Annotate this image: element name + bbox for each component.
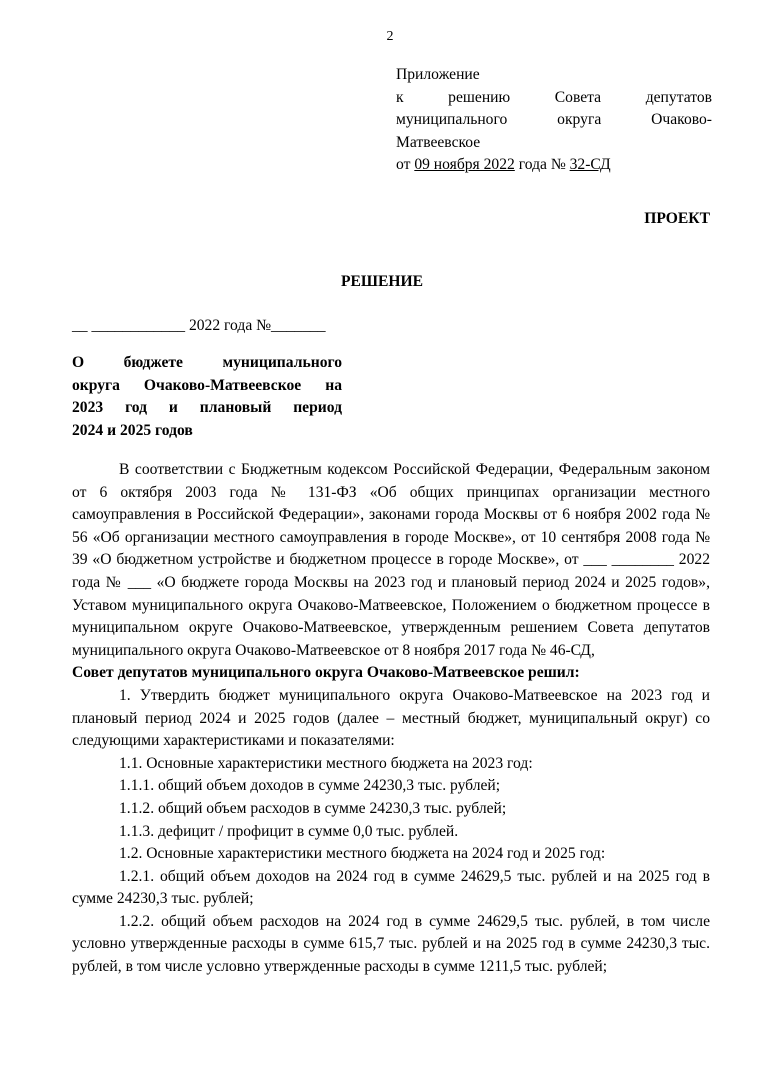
item-paragraph: 1.1.3. дефицит / профицит в сумме 0,0 тыс. рублей. [119, 822, 459, 840]
item-paragraph: 1.1.2. общий объем расходов в сумме 24230,3 тыс. рублей; [119, 799, 507, 817]
decision-date-line: __ ____________ 2022 года №_______ [72, 317, 326, 334]
draft-stamp: ПРОЕКТ [644, 210, 710, 227]
item-paragraph: 1.2.1. общий объем доходов на 2024 год в сумме 24629,5 тыс. рублей и на 2025 год в сумме 24230,3 тыс. рублей; [72, 867, 710, 908]
appendix-block [396, 64, 712, 177]
preamble-paragraph: В соответствии с Бюджетным кодексом Российской Федерации, Федеральным законом от 6 октября 2003 года № 131-ФЗ «Об общих принципах организации местного самоуправления в Российской Федерации», законами города Москвы от 6 ноября 2002 года № 56 «Об организации местного самоуправления в городе Москве», от 10 сентября 2008 года № 39 «О бюджетном устройстве и бюджетном процессе в городе Москве», от ___ ________ 2022 года № ___ «О бюджете города Москвы на 2023 год и плановый период 2024 и 2025 годов», Уставом муниципального округа Очаково-Матвеевское, Положением о бюджетном процессе в муниципальном округе Очаково-Матвеевское, утвержденным решением Совета депутатов муниципального округа Очаково-Матвеевское от 8 ноября 2017 года № 46-СД, [72, 461, 710, 659]
document-body [72, 459, 710, 979]
resolution-intro: Совет депутатов муниципального округа Очаково-Матвеевское решил: [72, 664, 580, 682]
subject-line: округа Очаково-Матвеевское на [72, 376, 342, 394]
document-title: РЕШЕНИЕ [340, 273, 424, 290]
subject-line: 2024 и 2025 годов [72, 421, 193, 439]
subject-line: 2023 год и плановый период [72, 399, 342, 417]
item-paragraph: 1.1.1. общий объем доходов в сумме 24230,3 тыс. рублей; [119, 777, 501, 795]
appendix-date-line [396, 154, 712, 177]
appendix-date: 09 ноября 2022 [414, 156, 515, 174]
decision-subject [72, 352, 342, 442]
item-paragraph: 1.2.2. общий объем расходов на 2024 год в сумме 24629,5 тыс. рублей, в том числе условно утвержденные расходы в сумме 615,7 тыс. рублей и на 2025 год в сумме 24230,3 тыс. рублей, в том числе условно утвержденные расходы в сумме 1211,5 тыс. рублей; [72, 912, 710, 976]
appendix-line: Приложение [396, 66, 480, 83]
appendix-number: 32-СД [569, 156, 611, 174]
appendix-line: к решению Совета депутатов [396, 88, 712, 106]
appendix-year-number-label: года № [514, 156, 570, 174]
appendix-from-label: от [396, 156, 415, 174]
appendix-line: муниципального округа Очаково- [396, 111, 712, 129]
page-number: 2 [386, 29, 394, 44]
appendix-line: Матвеевское [396, 133, 481, 151]
item-paragraph: 1.2. Основные характеристики местного бюджета на 2024 год и 2025 год: [119, 845, 606, 863]
item-paragraph: 1.1. Основные характеристики местного бюджета на 2023 год: [119, 754, 533, 772]
subject-line: О бюджете муниципального [72, 354, 342, 371]
item-paragraph: 1. Утвердить бюджет муниципального округа Очаково-Матвеевское на 2023 год и плановый период 2024 и 2025 годов (далее – местный бюджет, муниципальный округ) со следующими характеристиками и показателями: [72, 686, 710, 750]
